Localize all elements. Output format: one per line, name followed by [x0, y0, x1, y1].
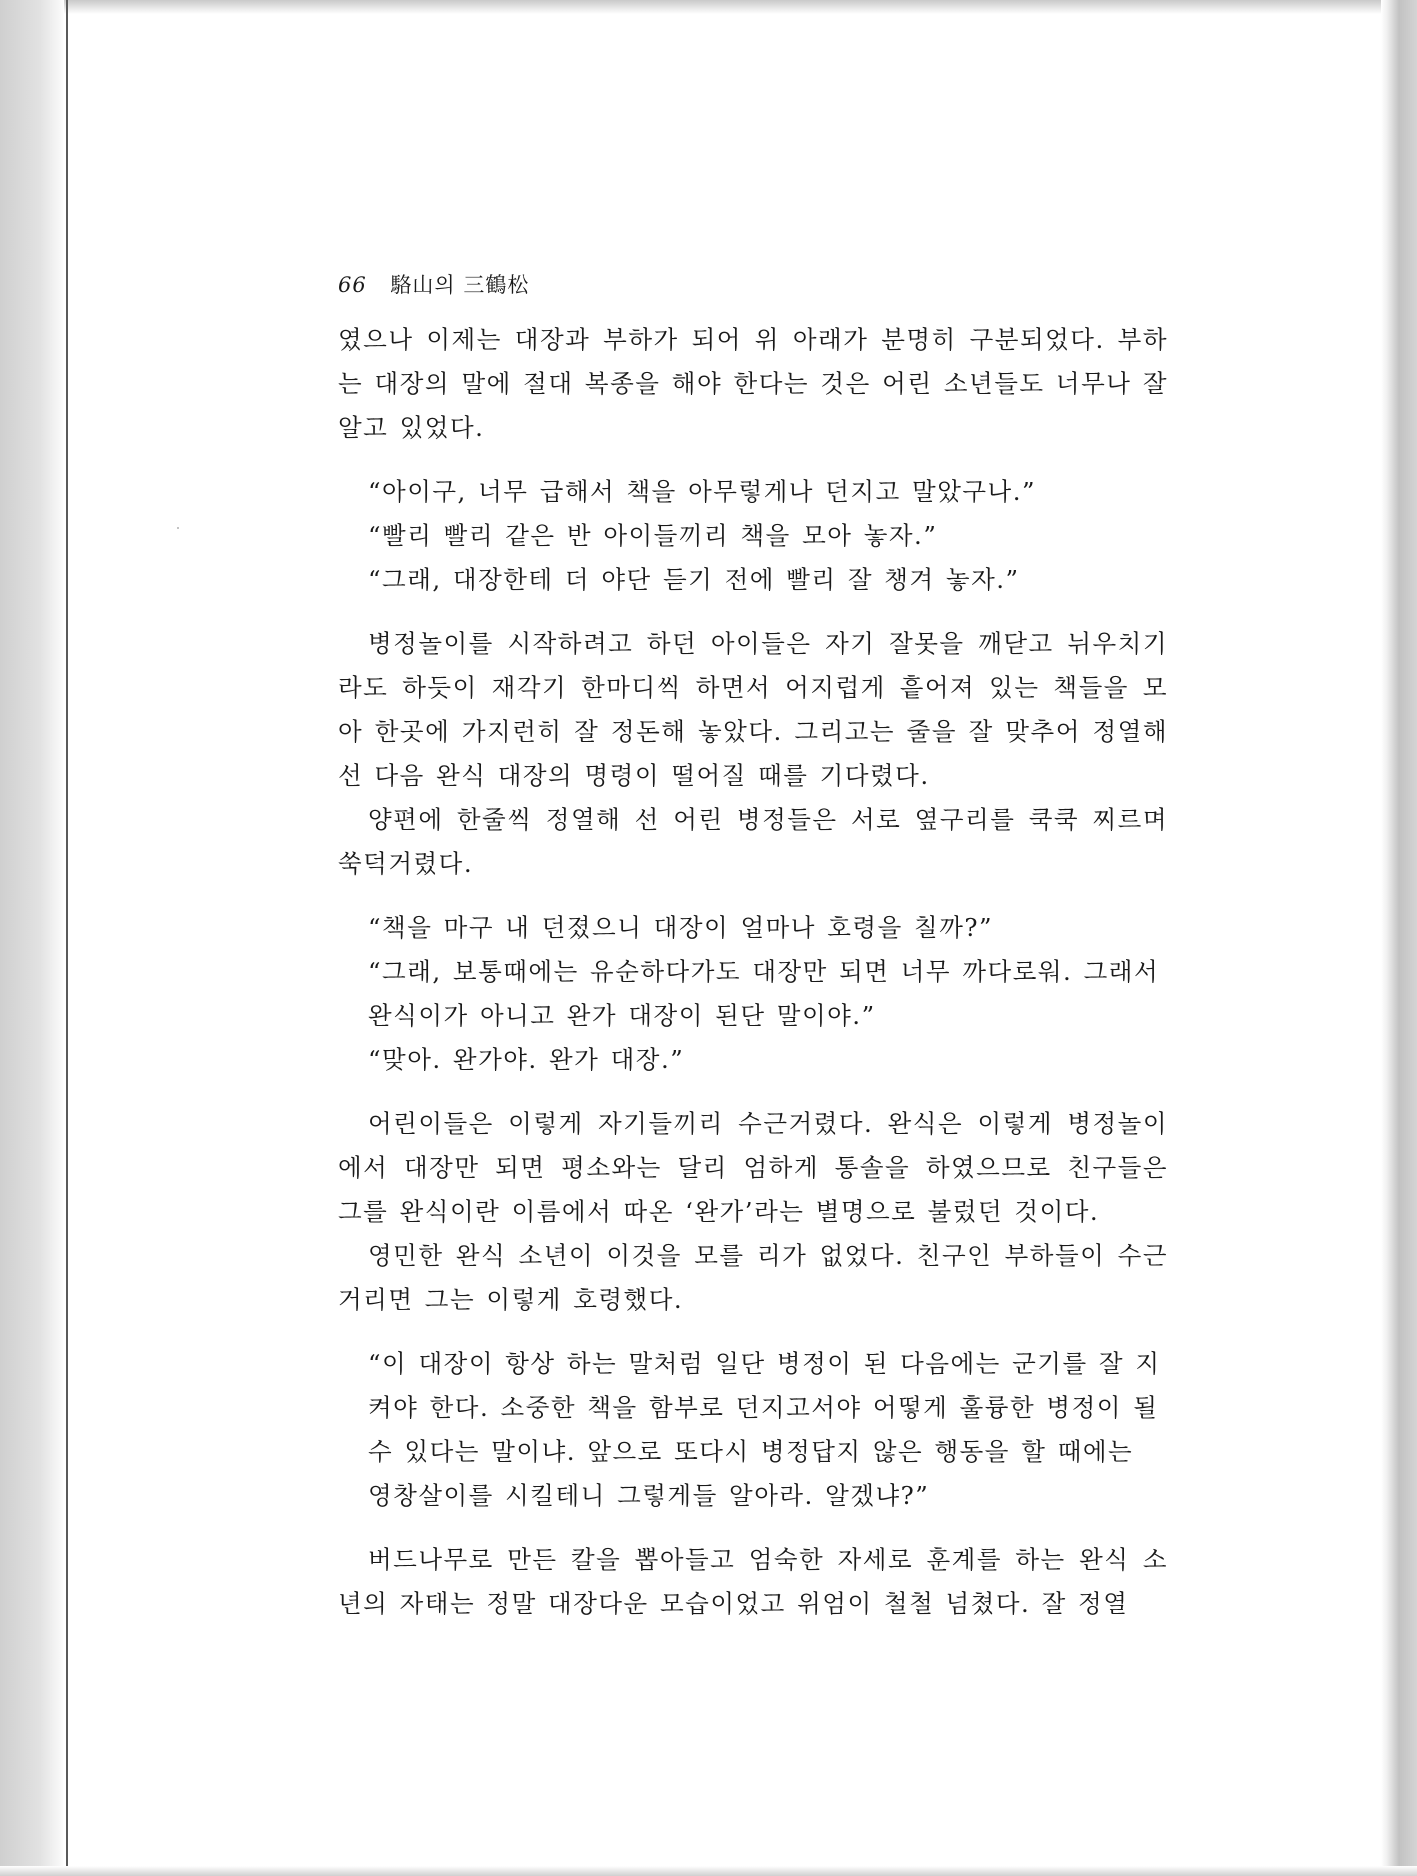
paragraph-3: 양편에 한줄씩 정열해 선 어린 병정들은 서로 옆구리를 쿡쿡 찌르며 쑥덕거렸다.: [338, 805, 1168, 878]
scan-top-edge: [0, 0, 1417, 14]
spacer: [338, 886, 1168, 906]
page-left-border: [66, 0, 68, 1876]
dialogue-line: “빨리 빨리 같은 반 아이들끼리 책을 모아 놓자.”: [368, 521, 938, 550]
spacer: [338, 450, 1168, 470]
paragraph-2: 병정놀이를 시작하려고 하던 아이들은 자기 잘못을 깨닫고 뉘우치기라도 하듯이 재각기 한마디씩 하면서 어지럽게 흩어져 있는 책들을 모아 한곳에 가지런히 잘 정돈해 놓았다. 그리고는 줄을 잘 맞추어 정열해 선 다음 완식 대장의 명령이 떨어질 때를 기다렸다.: [338, 629, 1168, 790]
paragraph-5: 영민한 완식 소년이 이것을 모를 리가 없었다. 친구인 부하들이 수근거리면 그는 이렇게 호령했다.: [338, 1241, 1168, 1314]
paragraph-1: 였으나 이제는 대장과 부하가 되어 위 아래가 분명히 구분되었다. 부하는 대장의 말에 절대 복종을 해야 한다는 것은 어린 소년들도 너무나 잘 알고 있었다.: [338, 325, 1168, 442]
paragraph-4: 어린이들은 이렇게 자기들끼리 수근거렸다. 완식은 이렇게 병정놀이에서 대장만 되면 평소와는 달리 엄하게 통솔을 하였으므로 친구들은 그를 완식이란 이름에서 따온 ‘완가’라는 별명으로 불렀던 것이다.: [338, 1109, 1168, 1226]
page-number: 66: [338, 273, 367, 297]
book-page: [338, 270, 1168, 1626]
book-title: 駱山의 三鶴松: [390, 273, 530, 297]
dialogue-line: “그래, 대장한테 더 야단 듣기 전에 빨리 잘 챙겨 놓자.”: [368, 565, 1020, 594]
scan-right-edge: [1381, 0, 1417, 1876]
dialogue-line: “아이구, 너무 급해서 책을 아무렇게나 던지고 말았구나.”: [368, 477, 1037, 506]
running-head: [338, 270, 1168, 300]
spacer: [338, 1082, 1168, 1102]
dialogue-line: “맞아. 완가야. 완가 대장.”: [368, 1045, 685, 1074]
dialogue-line: “이 대장이 항상 하는 말처럼 일단 병정이 된 다음에는 군기를 잘 지켜야 한다. 소중한 책을 함부로 던지고서야 어떻게 훌륭한 병정이 될 수 있다는 말이냐. 앞으로 또다시 병정답지 않은 행동을 할 때에는 영창살이를 시킬테니 그렇게들 알아라. 알겠냐?”: [368, 1349, 1161, 1510]
body-text: [338, 318, 1168, 1626]
dialogue-line: “그래, 보통때에는 유순하다가도 대장만 되면 너무 까다로워. 그래서 완식이가 아니고 완가 대장이 된단 말이야.”: [368, 957, 1160, 1030]
dialogue-line: “책을 마구 내 던졌으니 대장이 얼마나 호령을 칠까?”: [368, 913, 994, 942]
spacer: [338, 1322, 1168, 1342]
scan-left-edge: [0, 0, 64, 1876]
spacer: [338, 602, 1168, 622]
spacer: [338, 1518, 1168, 1538]
paragraph-6: 버드나무로 만든 칼을 뽑아들고 엄숙한 자세로 훈계를 하는 완식 소년의 자태는 정말 대장다운 모습이었고 위엄이 철철 넘쳤다. 잘 정열: [338, 1545, 1168, 1618]
scan-bottom-edge: [0, 1866, 1417, 1876]
scan-speck: [177, 527, 179, 529]
